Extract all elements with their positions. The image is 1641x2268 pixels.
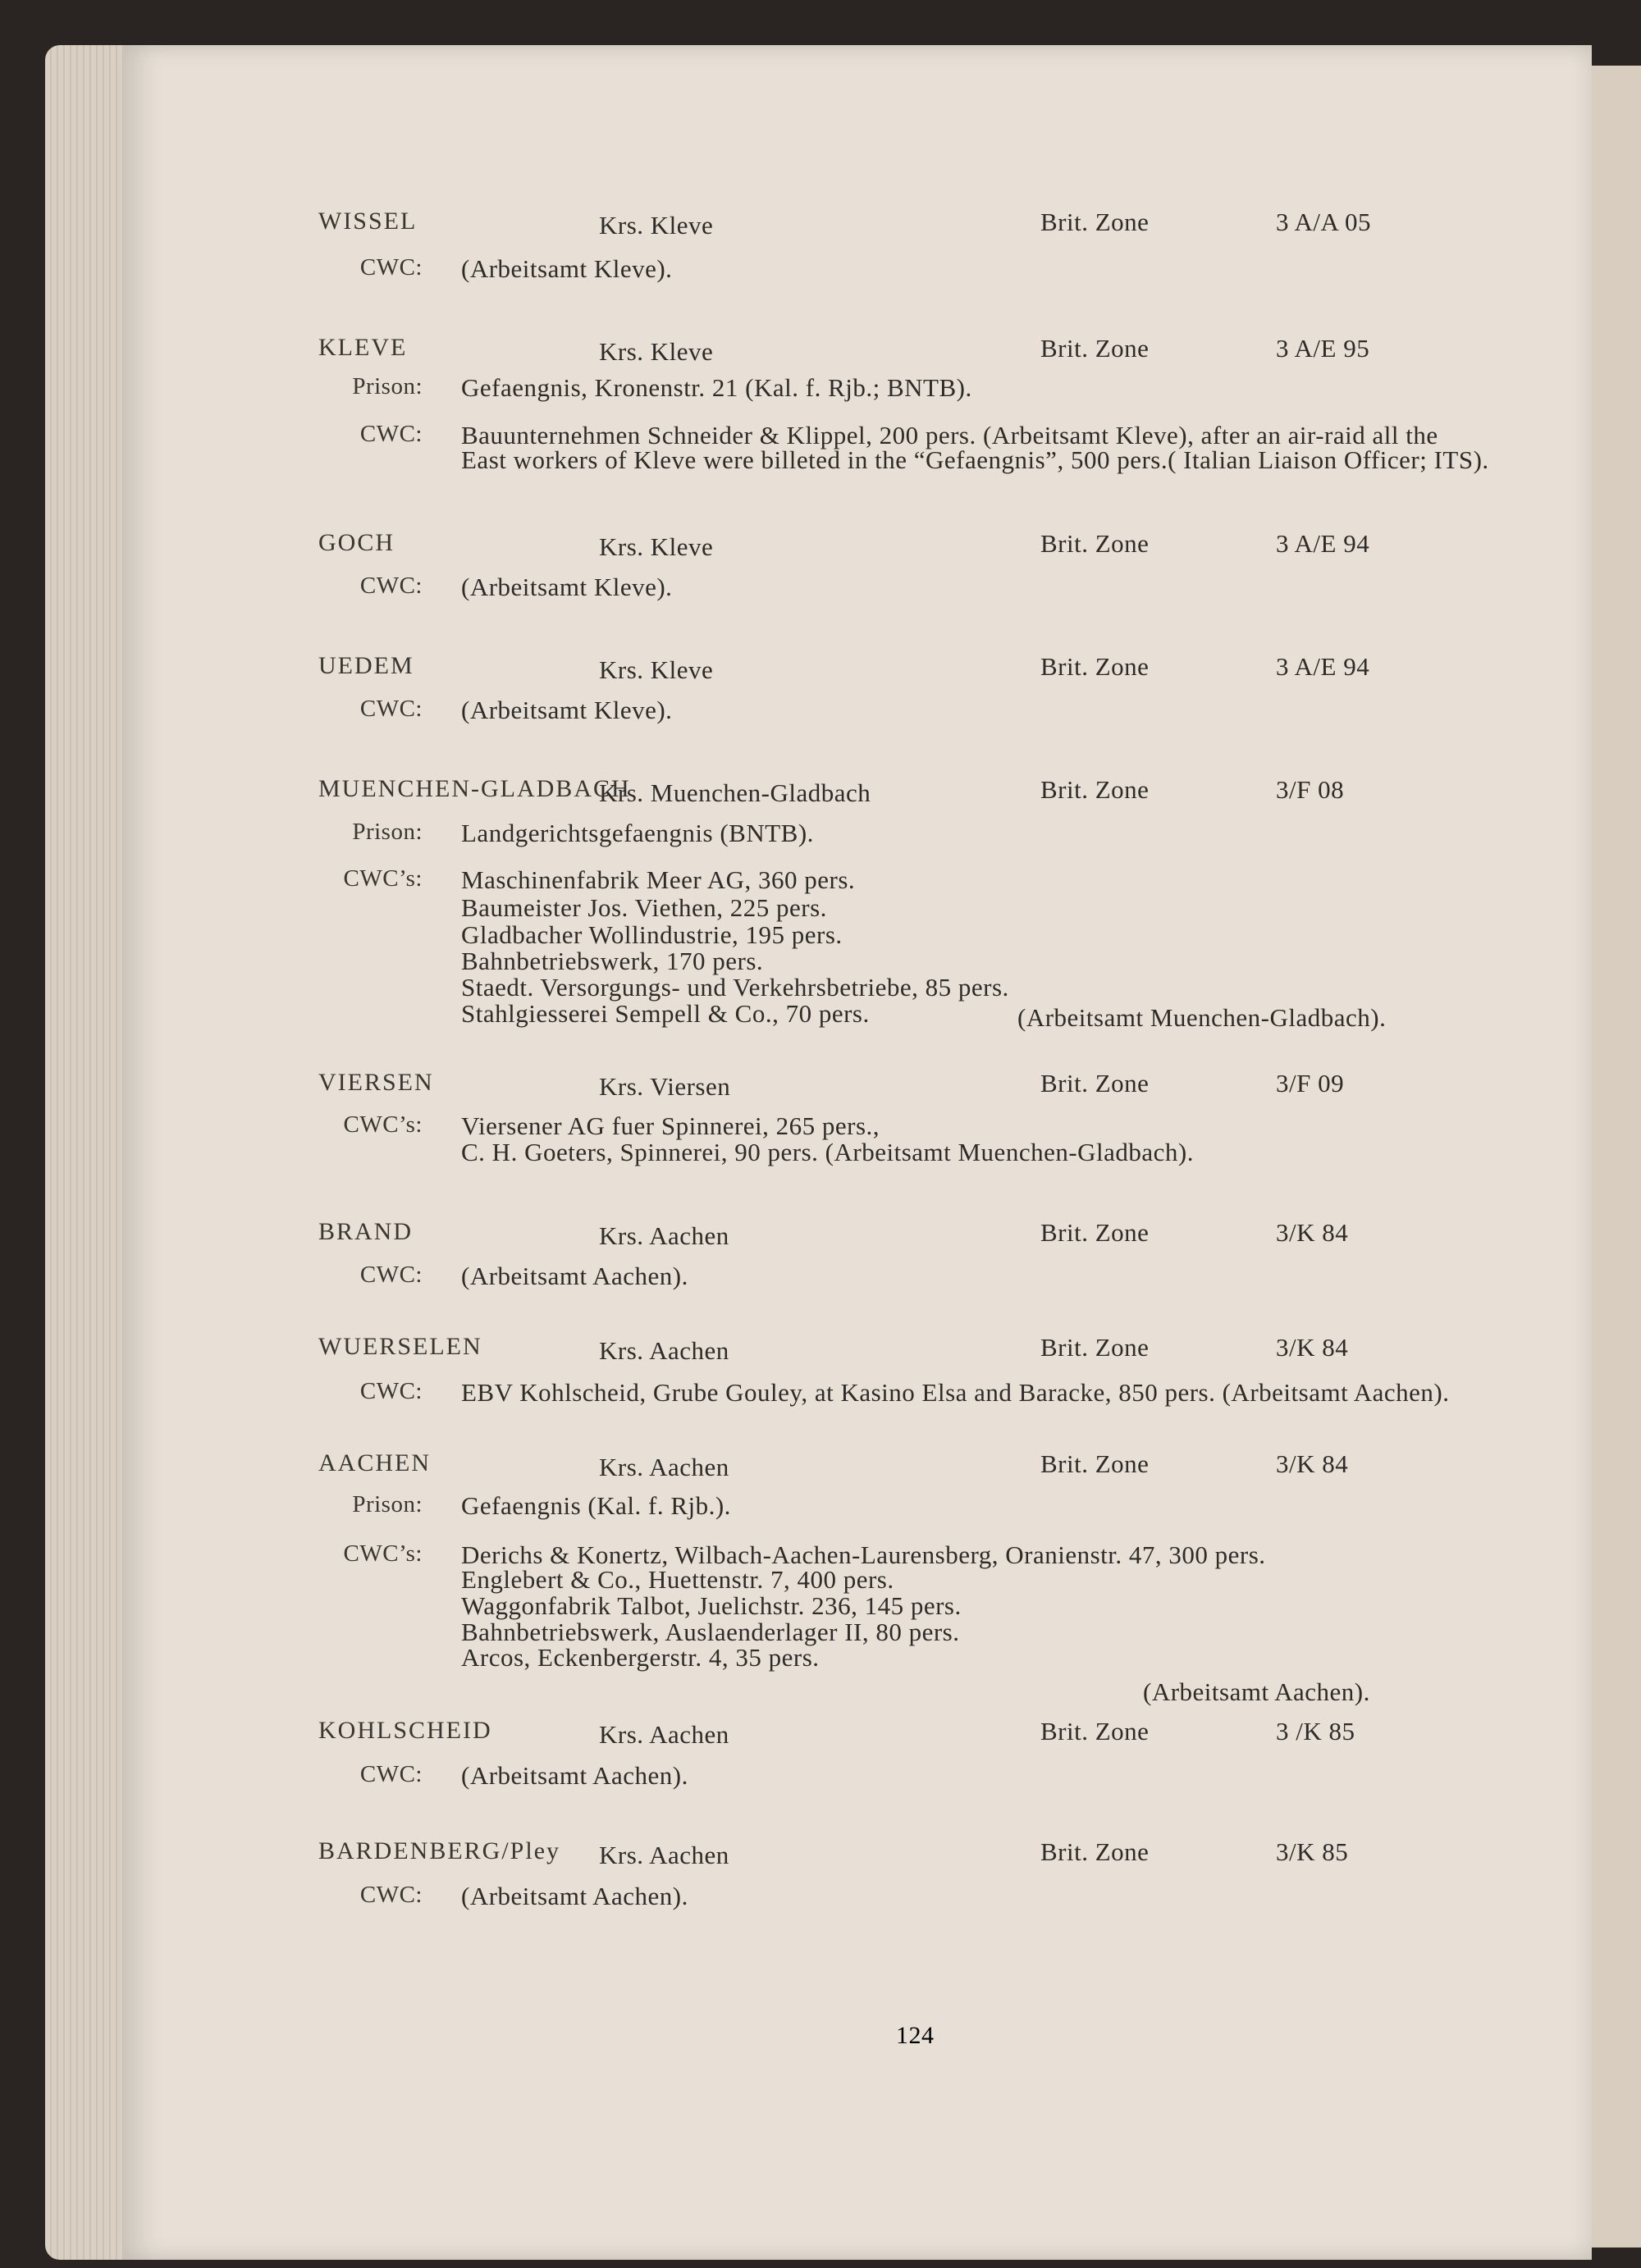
detail-label: CWC’s: (343, 1540, 423, 1567)
detail-note: (Arbeitsamt Muenchen-Gladbach). (1017, 1003, 1387, 1032)
detail-label: CWC’s: (343, 1111, 423, 1138)
page-number: 124 (896, 2022, 935, 2049)
zone: Brit. Zone (1040, 1333, 1150, 1362)
detail-line: (Arbeitsamt Kleve). (461, 696, 673, 724)
detail-label: CWC: (359, 421, 423, 447)
detail-line: Englebert & Co., Huettenstr. 7, 400 pers. (461, 1565, 894, 1594)
book-page (123, 45, 1592, 2260)
detail-line: Viersener AG fuer Spinnerei, 265 pers., (461, 1111, 880, 1140)
zone: Brit. Zone (1040, 1218, 1150, 1247)
zone: Brit. Zone (1040, 334, 1150, 363)
map-code: 3/K 84 (1276, 1333, 1349, 1362)
detail-line: Gefaengnis, Kronenstr. 21 (Kal. f. Rjb.; BNTB). (461, 373, 972, 402)
place-name: KLEVE (318, 334, 408, 361)
place-name: MUENCHEN-GLADBACH (318, 775, 631, 802)
zone: Brit. Zone (1040, 775, 1150, 804)
detail-line: (Arbeitsamt Aachen). (461, 1761, 688, 1790)
map-code: 3/K 84 (1276, 1218, 1349, 1247)
zone: Brit. Zone (1040, 1717, 1150, 1745)
detail-line: (Arbeitsamt Kleve). (461, 573, 673, 601)
district: Krs. Aachen (599, 1221, 729, 1250)
place-name: WUERSELEN (318, 1333, 482, 1360)
detail-line: East workers of Kleve were billeted in the “Gefaengnis”, 500 pers.( Italian Liaison Officer; ITS). (461, 445, 1489, 474)
zone: Brit. Zone (1040, 1837, 1150, 1866)
detail-line: Arcos, Eckenbergerstr. 4, 35 pers. (461, 1643, 820, 1672)
place-name: GOCH (318, 529, 395, 556)
facing-page-edge (1592, 66, 1641, 2247)
detail-label: Prison: (352, 1491, 423, 1517)
place-name: BARDENBERG/Pley (318, 1837, 561, 1864)
map-code: 3/K 85 (1276, 1837, 1349, 1866)
district: Krs. Kleve (599, 337, 714, 366)
place-name: UEDEM (318, 652, 414, 679)
detail-line: Waggonfabrik Talbot, Juelichstr. 236, 145 pers. (461, 1591, 962, 1620)
detail-label: CWC: (359, 1761, 423, 1787)
zone: Brit. Zone (1040, 208, 1150, 236)
zone: Brit. Zone (1040, 529, 1150, 558)
map-code: 3 A/E 94 (1276, 529, 1370, 558)
detail-line: Gefaengnis (Kal. f. Rjb.). (461, 1491, 731, 1520)
detail-label: CWC: (359, 573, 423, 599)
detail-line: Bahnbetriebswerk, 170 pers. (461, 947, 764, 975)
district: Krs. Viersen (599, 1072, 731, 1101)
district: Krs. Aachen (599, 1453, 729, 1481)
district: Krs. Muenchen-Gladbach (599, 778, 871, 807)
zone: Brit. Zone (1040, 652, 1150, 681)
detail-line: (Arbeitsamt Kleve). (461, 254, 673, 283)
detail-line: Derichs & Konertz, Wilbach-Aachen-Laurensberg, Oranienstr. 47, 300 pers. (461, 1540, 1266, 1569)
place-name: WISSEL (318, 208, 418, 235)
district: Krs. Kleve (599, 655, 714, 684)
detail-label: CWC: (359, 254, 423, 281)
detail-label: CWC: (359, 1378, 423, 1404)
detail-line: (Arbeitsamt Aachen). (461, 1262, 688, 1290)
detail-line: C. H. Goeters, Spinnerei, 90 pers. (Arbeitsamt Muenchen-Gladbach). (461, 1138, 1195, 1166)
detail-line: Stahlgiesserei Sempell & Co., 70 pers. (461, 999, 870, 1028)
detail-note: (Arbeitsamt Aachen). (1143, 1677, 1370, 1706)
place-name: KOHLSCHEID (318, 1717, 492, 1744)
place-name: VIERSEN (318, 1069, 434, 1096)
map-code: 3/F 08 (1276, 775, 1345, 804)
page-content (123, 45, 1592, 2260)
district: Krs. Aachen (599, 1720, 729, 1749)
detail-line: Baumeister Jos. Viethen, 225 pers. (461, 893, 827, 922)
place-name: BRAND (318, 1218, 414, 1245)
detail-line: Bahnbetriebswerk, Auslaenderlager II, 80 pers. (461, 1618, 960, 1646)
detail-label: CWC’s: (343, 865, 423, 892)
detail-line: (Arbeitsamt Aachen). (461, 1882, 688, 1910)
detail-line: Maschinenfabrik Meer AG, 360 pers. (461, 865, 856, 894)
detail-line: Gladbacher Wollindustrie, 195 pers. (461, 920, 843, 949)
district: Krs. Kleve (599, 211, 714, 240)
district: Krs. Kleve (599, 532, 714, 561)
map-code: 3 A/E 95 (1276, 334, 1370, 363)
district: Krs. Aachen (599, 1336, 729, 1365)
district: Krs. Aachen (599, 1841, 729, 1869)
detail-label: Prison: (352, 373, 423, 399)
detail-label: CWC: (359, 1262, 423, 1288)
map-code: 3/F 09 (1276, 1069, 1345, 1097)
detail-line: EBV Kohlscheid, Grube Gouley, at Kasino Elsa and Baracke, 850 pers. (Arbeitsamt Aachen). (461, 1378, 1450, 1407)
place-name: AACHEN (318, 1449, 431, 1476)
map-code: 3 A/A 05 (1276, 208, 1371, 236)
map-code: 3 /K 85 (1276, 1717, 1355, 1745)
zone: Brit. Zone (1040, 1069, 1150, 1097)
detail-line: Bauunternehmen Schneider & Klippel, 200 pers. (Arbeitsamt Kleve), after an air-raid all the (461, 421, 1438, 449)
detail-label: CWC: (359, 696, 423, 722)
detail-label: CWC: (359, 1882, 423, 1908)
zone: Brit. Zone (1040, 1449, 1150, 1478)
detail-label: Prison: (352, 819, 423, 845)
detail-line: Landgerichtsgefaengnis (BNTB). (461, 819, 814, 847)
map-code: 3/K 84 (1276, 1449, 1349, 1478)
detail-line: Staedt. Versorgungs- und Verkehrsbetriebe, 85 pers. (461, 973, 1009, 1002)
map-code: 3 A/E 94 (1276, 652, 1370, 681)
